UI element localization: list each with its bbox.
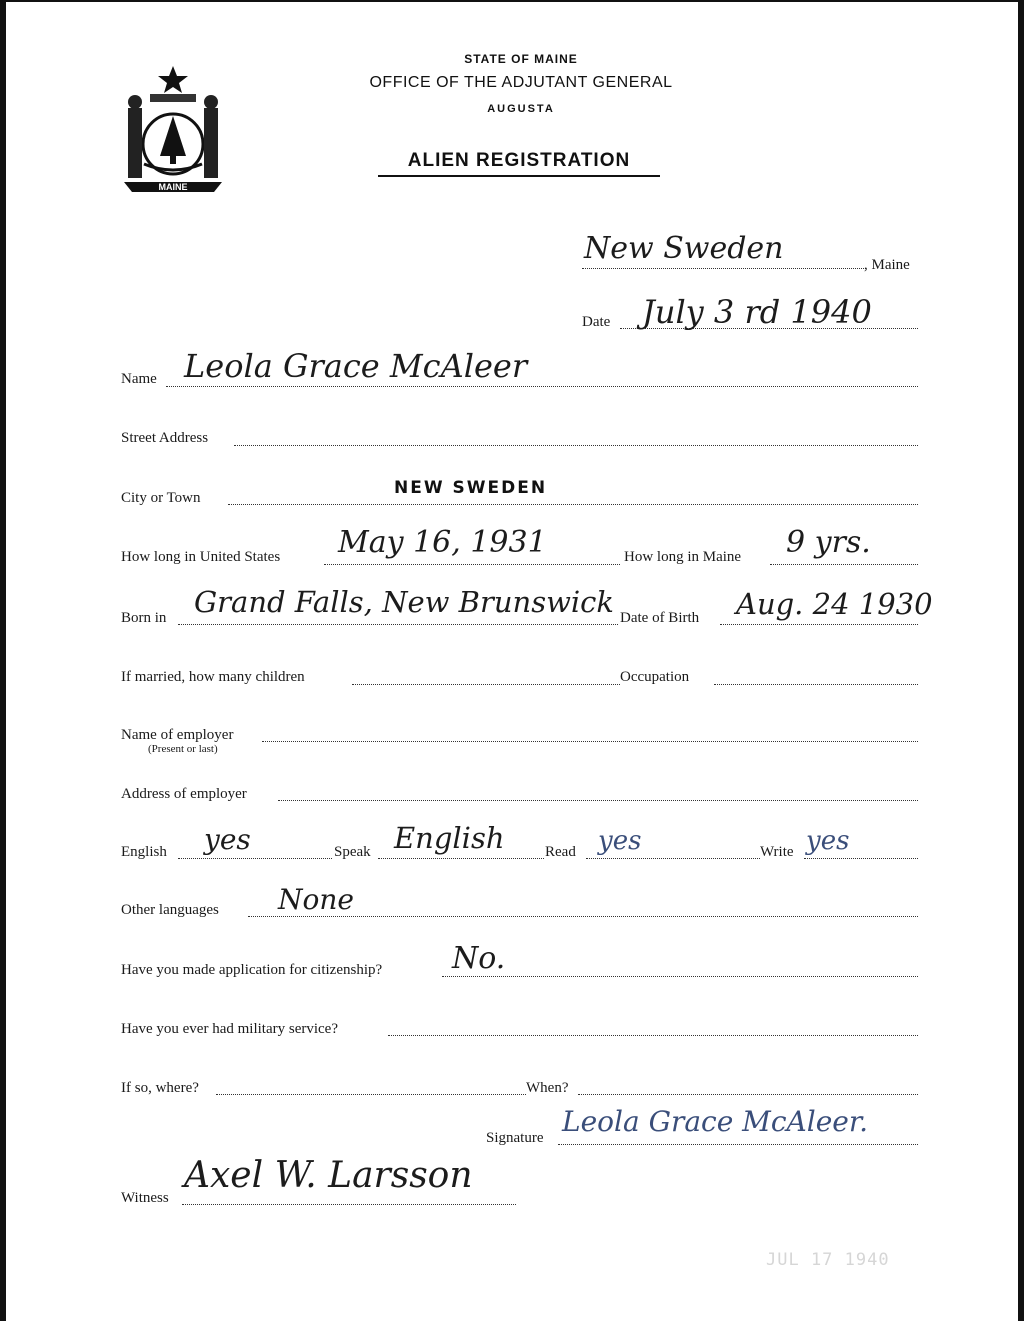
other-lang-value: None bbox=[278, 883, 354, 916]
write-line bbox=[804, 858, 918, 859]
maine-len-line bbox=[770, 564, 918, 565]
signature-line bbox=[558, 1144, 918, 1145]
employer-label: Name of employer bbox=[121, 727, 234, 743]
witness-value: Axel W. Larsson bbox=[184, 1155, 473, 1196]
english-value: yes bbox=[204, 823, 251, 856]
employer-sub-label: (Present or last) bbox=[148, 743, 218, 755]
children-label: If married, how many children bbox=[121, 669, 305, 685]
street-label: Street Address bbox=[121, 430, 209, 446]
citizenship-value: No. bbox=[452, 941, 506, 976]
where-label: If so, where? bbox=[121, 1080, 199, 1096]
speak-value: English bbox=[394, 821, 505, 855]
city-line bbox=[228, 504, 918, 505]
employer-address-label: Address of employer bbox=[121, 786, 247, 802]
born-line bbox=[178, 624, 618, 625]
us-value: May 16, 1931 bbox=[338, 525, 547, 560]
us-label: How long in United States bbox=[121, 549, 281, 565]
city-label: City or Town bbox=[121, 490, 201, 506]
dob-value: Aug. 24 1930 bbox=[736, 587, 933, 621]
witness-label: Witness bbox=[121, 1190, 169, 1206]
witness-line bbox=[182, 1204, 516, 1205]
military-label: Have you ever had military service? bbox=[121, 1021, 338, 1037]
town-line bbox=[582, 268, 866, 269]
town-value: New Sweden bbox=[584, 231, 784, 266]
children-line bbox=[352, 684, 620, 685]
maine-len-label: How long in Maine bbox=[624, 549, 742, 565]
header-state: STATE OF MAINE bbox=[464, 52, 578, 66]
other-lang-label: Other languages bbox=[121, 902, 219, 918]
when-label: When? bbox=[526, 1080, 569, 1096]
employer-address-line bbox=[278, 800, 918, 801]
english-label: English bbox=[121, 844, 167, 860]
read-label: Read bbox=[545, 844, 576, 860]
born-value: Grand Falls, New Brunswick bbox=[194, 585, 614, 619]
state-seal-icon bbox=[114, 64, 232, 194]
maine-label: , Maine bbox=[864, 257, 910, 273]
name-line bbox=[166, 386, 918, 387]
date-value: July 3 rd 1940 bbox=[642, 293, 872, 331]
occupation-line bbox=[714, 684, 918, 685]
occupation-label: Occupation bbox=[620, 669, 690, 685]
received-stamp: JUL 17 1940 bbox=[766, 1250, 890, 1270]
dob-label: Date of Birth bbox=[620, 610, 700, 626]
where-line bbox=[216, 1094, 526, 1095]
read-value: yes bbox=[598, 826, 642, 856]
form-title: ALIEN REGISTRATION bbox=[378, 150, 660, 177]
signature-label: Signature bbox=[486, 1130, 544, 1146]
name-label: Name bbox=[121, 371, 157, 387]
us-line bbox=[324, 564, 620, 565]
citizenship-line bbox=[442, 976, 918, 977]
speak-line bbox=[378, 858, 544, 859]
write-value: yes bbox=[806, 826, 850, 856]
born-label: Born in bbox=[121, 610, 167, 626]
date-label: Date bbox=[582, 314, 611, 330]
other-lang-line bbox=[248, 916, 918, 917]
signature-value: Leola Grace McAleer. bbox=[562, 1105, 869, 1138]
header-office: OFFICE OF THE ADJUTANT GENERAL bbox=[369, 74, 673, 91]
street-line bbox=[234, 445, 918, 446]
dob-line bbox=[720, 624, 918, 625]
read-line bbox=[586, 858, 760, 859]
name-value: Leola Grace McAleer bbox=[184, 347, 528, 385]
citizenship-label: Have you made application for citizenship? bbox=[121, 962, 383, 978]
seal-text: MAINE bbox=[158, 182, 188, 192]
speak-label: Speak bbox=[334, 844, 371, 860]
maine-len-value: 9 yrs. bbox=[786, 525, 871, 560]
write-label: Write bbox=[760, 844, 794, 860]
employer-line bbox=[262, 741, 918, 742]
english-line bbox=[178, 858, 332, 859]
when-line bbox=[578, 1094, 918, 1095]
military-line bbox=[388, 1035, 918, 1036]
header-city: AUGUSTA bbox=[487, 103, 555, 115]
city-value: NEW SWEDEN bbox=[394, 478, 548, 498]
